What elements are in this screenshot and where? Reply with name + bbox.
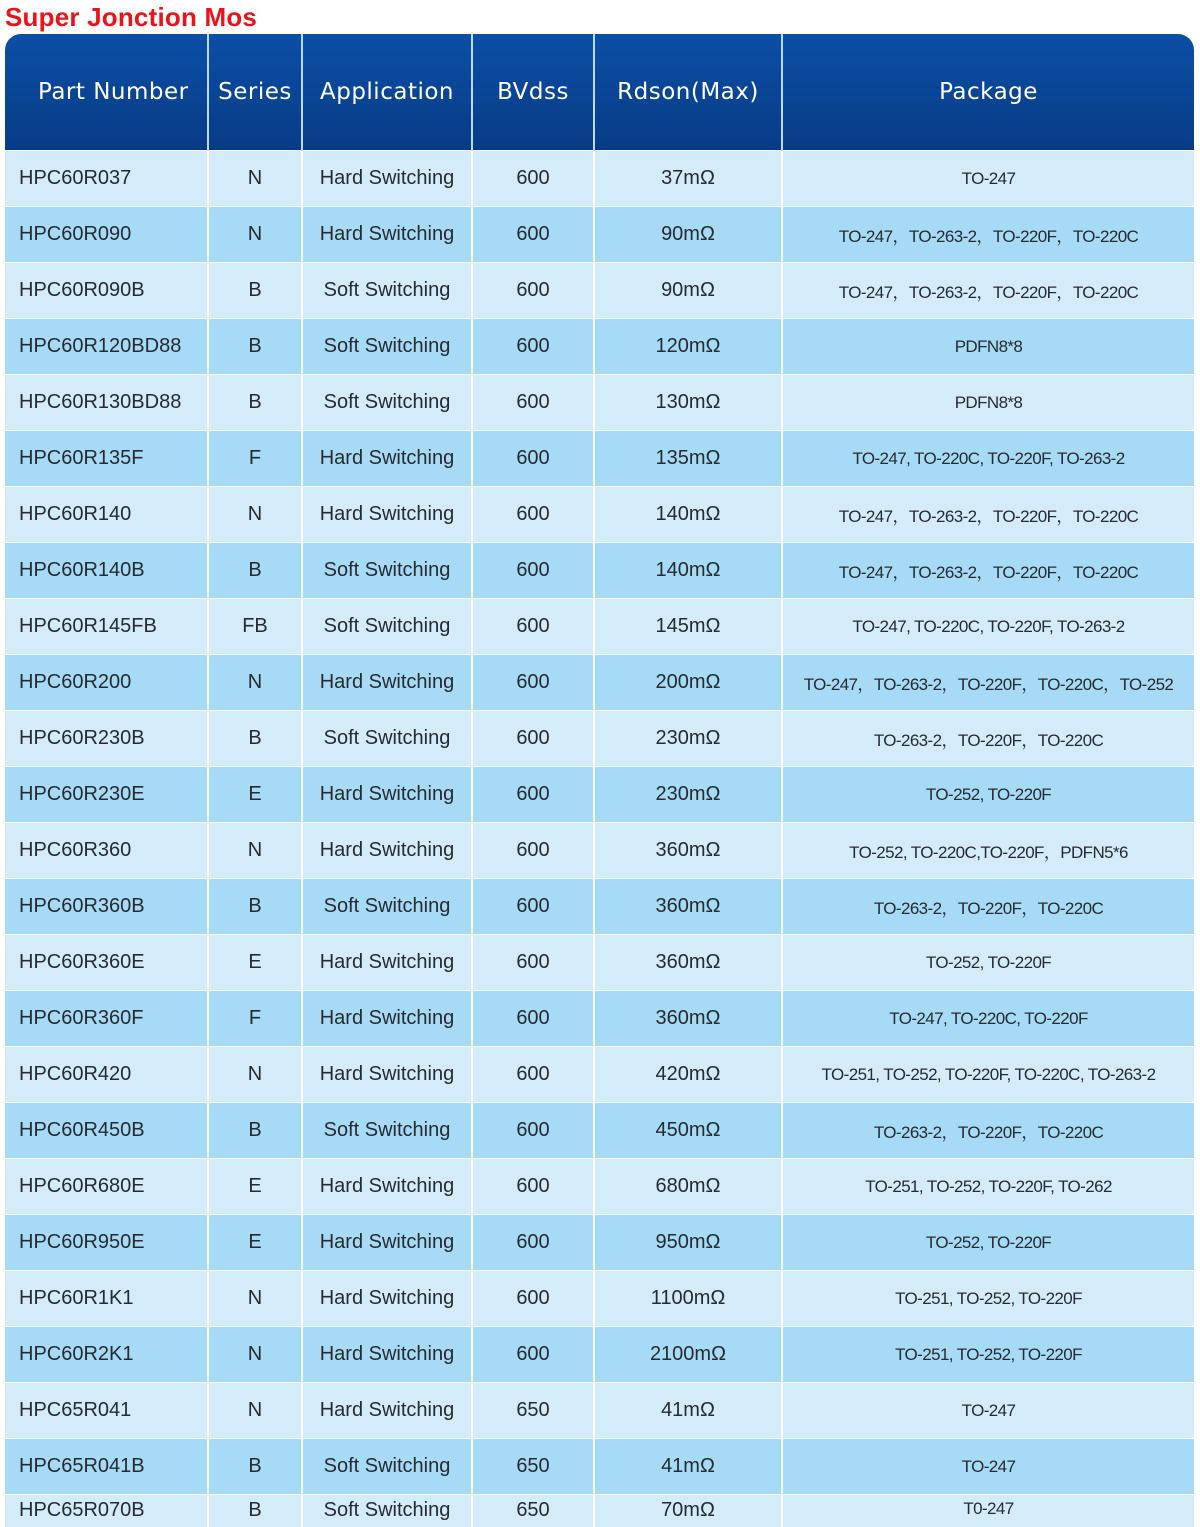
cell-part-number: HPC60R360E <box>5 935 208 991</box>
header-part-number: Part Number <box>5 34 208 151</box>
cell-application: Soft Switching <box>302 1103 472 1159</box>
header-series: Series <box>208 34 302 151</box>
cell-bvdss: 600 <box>472 375 594 431</box>
header-row <box>5 34 1194 151</box>
cell-series: B <box>208 879 302 935</box>
cell-package: TO-252, TO-220C,TO-220F，PDFN5*6 <box>782 823 1194 879</box>
cell-rdson: 360mΩ <box>594 991 782 1047</box>
table-row <box>5 991 1194 1047</box>
cell-series: B <box>208 1495 302 1527</box>
cell-bvdss: 600 <box>472 935 594 991</box>
cell-rdson: 680mΩ <box>594 1159 782 1215</box>
cell-series: B <box>208 1103 302 1159</box>
table-row <box>5 1047 1194 1103</box>
cell-application: Soft Switching <box>302 711 472 767</box>
header-rdson: Rdson(Max) <box>594 34 782 151</box>
cell-package: TO-247 <box>782 151 1194 207</box>
cell-series: B <box>208 319 302 375</box>
cell-series: N <box>208 1271 302 1327</box>
cell-application: Hard Switching <box>302 1383 472 1439</box>
cell-application: Hard Switching <box>302 767 472 823</box>
cell-application: Soft Switching <box>302 319 472 375</box>
cell-series: N <box>208 823 302 879</box>
cell-package: TO-252, TO-220F <box>782 1215 1194 1271</box>
cell-rdson: 41mΩ <box>594 1439 782 1495</box>
cell-rdson: 130mΩ <box>594 375 782 431</box>
cell-bvdss: 600 <box>472 487 594 543</box>
table-row <box>5 431 1194 487</box>
cell-series: E <box>208 1215 302 1271</box>
cell-application: Hard Switching <box>302 823 472 879</box>
table-row <box>5 1103 1194 1159</box>
table-row <box>5 767 1194 823</box>
cell-part-number: HPC60R1K1 <box>5 1271 208 1327</box>
cell-rdson: 90mΩ <box>594 207 782 263</box>
cell-series: FB <box>208 599 302 655</box>
cell-package: TO-247, TO-220C, TO-220F, TO-263-2 <box>782 431 1194 487</box>
cell-series: B <box>208 543 302 599</box>
cell-package: TO-251, TO-252, TO-220F <box>782 1327 1194 1383</box>
cell-application: Soft Switching <box>302 879 472 935</box>
cell-rdson: 360mΩ <box>594 823 782 879</box>
cell-bvdss: 600 <box>472 543 594 599</box>
product-table <box>5 34 1194 1527</box>
table-row <box>5 711 1194 767</box>
cell-part-number: HPC60R037 <box>5 151 208 207</box>
cell-package: PDFN8*8 <box>782 375 1194 431</box>
cell-bvdss: 600 <box>472 991 594 1047</box>
cell-part-number: HPC60R680E <box>5 1159 208 1215</box>
table-row <box>5 823 1194 879</box>
cell-part-number: HPC60R140B <box>5 543 208 599</box>
table-row <box>5 263 1194 319</box>
cell-package: TO-247 <box>782 1439 1194 1495</box>
cell-application: Hard Switching <box>302 935 472 991</box>
cell-bvdss: 650 <box>472 1495 594 1527</box>
cell-series: E <box>208 767 302 823</box>
cell-application: Hard Switching <box>302 1271 472 1327</box>
cell-package: TO-251, TO-252, TO-220F <box>782 1271 1194 1327</box>
table-row <box>5 655 1194 711</box>
cell-series: E <box>208 935 302 991</box>
cell-bvdss: 650 <box>472 1383 594 1439</box>
cell-rdson: 145mΩ <box>594 599 782 655</box>
cell-application: Hard Switching <box>302 655 472 711</box>
cell-rdson: 950mΩ <box>594 1215 782 1271</box>
cell-application: Soft Switching <box>302 1495 472 1527</box>
cell-series: B <box>208 711 302 767</box>
cell-series: N <box>208 1383 302 1439</box>
cell-package: TO-247，TO-263-2，TO-220F，TO-220C，TO-252 <box>782 655 1194 711</box>
cell-package: TO-252, TO-220F <box>782 767 1194 823</box>
cell-series: E <box>208 1159 302 1215</box>
cell-package: TO-263-2，TO-220F，TO-220C <box>782 879 1194 935</box>
cell-bvdss: 600 <box>472 1047 594 1103</box>
cell-bvdss: 600 <box>472 319 594 375</box>
cell-package: TO-251, TO-252, TO-220F, TO-220C, TO-263-2 <box>782 1047 1194 1103</box>
cell-application: Hard Switching <box>302 1159 472 1215</box>
header-bvdss: BVdss <box>472 34 594 151</box>
cell-rdson: 230mΩ <box>594 767 782 823</box>
cell-bvdss: 600 <box>472 767 594 823</box>
cell-bvdss: 600 <box>472 1103 594 1159</box>
cell-part-number: HPC60R120BD88 <box>5 319 208 375</box>
cell-application: Soft Switching <box>302 263 472 319</box>
cell-package: TO-263-2，TO-220F，TO-220C <box>782 711 1194 767</box>
cell-application: Soft Switching <box>302 543 472 599</box>
cell-package: TO-247，TO-263-2，TO-220F，TO-220C <box>782 487 1194 543</box>
cell-package: TO-247，TO-263-2，TO-220F，TO-220C <box>782 207 1194 263</box>
cell-series: N <box>208 1047 302 1103</box>
cell-bvdss: 600 <box>472 711 594 767</box>
cell-bvdss: 600 <box>472 655 594 711</box>
cell-package: TO-247 <box>782 1383 1194 1439</box>
cell-part-number: HPC60R090B <box>5 263 208 319</box>
table-row <box>5 1495 1194 1527</box>
cell-rdson: 90mΩ <box>594 263 782 319</box>
cell-series: F <box>208 431 302 487</box>
table-row <box>5 375 1194 431</box>
cell-part-number: HPC60R450B <box>5 1103 208 1159</box>
cell-series: N <box>208 487 302 543</box>
cell-part-number: HPC65R070B <box>5 1495 208 1527</box>
table-row <box>5 1271 1194 1327</box>
cell-rdson: 1100mΩ <box>594 1271 782 1327</box>
cell-bvdss: 600 <box>472 263 594 319</box>
cell-application: Soft Switching <box>302 375 472 431</box>
page-title: Super Jonction Mos <box>5 2 258 32</box>
cell-part-number: HPC60R140 <box>5 487 208 543</box>
cell-rdson: 200mΩ <box>594 655 782 711</box>
cell-part-number: HPC60R145FB <box>5 599 208 655</box>
cell-rdson: 420mΩ <box>594 1047 782 1103</box>
cell-application: Hard Switching <box>302 1327 472 1383</box>
cell-bvdss: 600 <box>472 599 594 655</box>
cell-bvdss: 600 <box>472 1271 594 1327</box>
cell-part-number: HPC60R420 <box>5 1047 208 1103</box>
table-row <box>5 935 1194 991</box>
cell-bvdss: 650 <box>472 1439 594 1495</box>
cell-part-number: HPC60R360F <box>5 991 208 1047</box>
cell-bvdss: 600 <box>472 1159 594 1215</box>
cell-series: N <box>208 207 302 263</box>
cell-bvdss: 600 <box>472 1215 594 1271</box>
cell-part-number: HPC60R090 <box>5 207 208 263</box>
cell-package: TO-247，TO-263-2，TO-220F，TO-220C <box>782 263 1194 319</box>
cell-package: TO-247, TO-220C, TO-220F <box>782 991 1194 1047</box>
header-package: Package <box>782 34 1194 151</box>
cell-application: Hard Switching <box>302 991 472 1047</box>
cell-application: Hard Switching <box>302 1047 472 1103</box>
table-row <box>5 879 1194 935</box>
cell-rdson: 140mΩ <box>594 543 782 599</box>
cell-bvdss: 600 <box>472 431 594 487</box>
cell-part-number: HPC60R200 <box>5 655 208 711</box>
cell-rdson: 360mΩ <box>594 879 782 935</box>
cell-part-number: HPC60R360 <box>5 823 208 879</box>
cell-package: T0-247 <box>782 1495 1194 1527</box>
cell-package: TO-251, TO-252, TO-220F, TO-262 <box>782 1159 1194 1215</box>
cell-bvdss: 600 <box>472 823 594 879</box>
table-row <box>5 487 1194 543</box>
cell-rdson: 450mΩ <box>594 1103 782 1159</box>
cell-application: Soft Switching <box>302 599 472 655</box>
cell-rdson: 360mΩ <box>594 935 782 991</box>
table-body <box>5 151 1194 1527</box>
cell-bvdss: 600 <box>472 151 594 207</box>
cell-rdson: 41mΩ <box>594 1383 782 1439</box>
cell-series: N <box>208 655 302 711</box>
table-row <box>5 1327 1194 1383</box>
cell-package: TO-247，TO-263-2，TO-220F，TO-220C <box>782 543 1194 599</box>
table-row <box>5 543 1194 599</box>
cell-part-number: HPC60R2K1 <box>5 1327 208 1383</box>
cell-rdson: 37mΩ <box>594 151 782 207</box>
cell-part-number: HPC65R041B <box>5 1439 208 1495</box>
cell-series: B <box>208 375 302 431</box>
cell-package: TO-263-2，TO-220F，TO-220C <box>782 1103 1194 1159</box>
cell-rdson: 230mΩ <box>594 711 782 767</box>
cell-application: Hard Switching <box>302 1215 472 1271</box>
cell-rdson: 140mΩ <box>594 487 782 543</box>
cell-series: N <box>208 151 302 207</box>
cell-rdson: 135mΩ <box>594 431 782 487</box>
cell-rdson: 70mΩ <box>594 1495 782 1527</box>
cell-application: Hard Switching <box>302 431 472 487</box>
cell-series: N <box>208 1327 302 1383</box>
table-row <box>5 1439 1194 1495</box>
cell-application: Hard Switching <box>302 151 472 207</box>
cell-bvdss: 600 <box>472 207 594 263</box>
table-row <box>5 151 1194 207</box>
cell-package: TO-252, TO-220F <box>782 935 1194 991</box>
cell-part-number: HPC60R230B <box>5 711 208 767</box>
table-header <box>5 34 1194 151</box>
header-application: Application <box>302 34 472 151</box>
table-row <box>5 1159 1194 1215</box>
table-row <box>5 1215 1194 1271</box>
table-row <box>5 319 1194 375</box>
cell-application: Hard Switching <box>302 487 472 543</box>
cell-part-number: HPC60R360B <box>5 879 208 935</box>
cell-rdson: 120mΩ <box>594 319 782 375</box>
cell-rdson: 2100mΩ <box>594 1327 782 1383</box>
cell-application: Hard Switching <box>302 207 472 263</box>
cell-package: PDFN8*8 <box>782 319 1194 375</box>
table-row <box>5 207 1194 263</box>
table-row <box>5 599 1194 655</box>
cell-bvdss: 600 <box>472 1327 594 1383</box>
cell-series: F <box>208 991 302 1047</box>
cell-application: Soft Switching <box>302 1439 472 1495</box>
product-table-container <box>5 34 1194 1527</box>
cell-part-number: HPC60R130BD88 <box>5 375 208 431</box>
cell-part-number: HPC60R135F <box>5 431 208 487</box>
cell-package: TO-247, TO-220C, TO-220F, TO-263-2 <box>782 599 1194 655</box>
cell-bvdss: 600 <box>472 879 594 935</box>
cell-part-number: HPC60R230E <box>5 767 208 823</box>
cell-series: B <box>208 263 302 319</box>
cell-part-number: HPC60R950E <box>5 1215 208 1271</box>
table-row <box>5 1383 1194 1439</box>
cell-part-number: HPC65R041 <box>5 1383 208 1439</box>
cell-series: B <box>208 1439 302 1495</box>
